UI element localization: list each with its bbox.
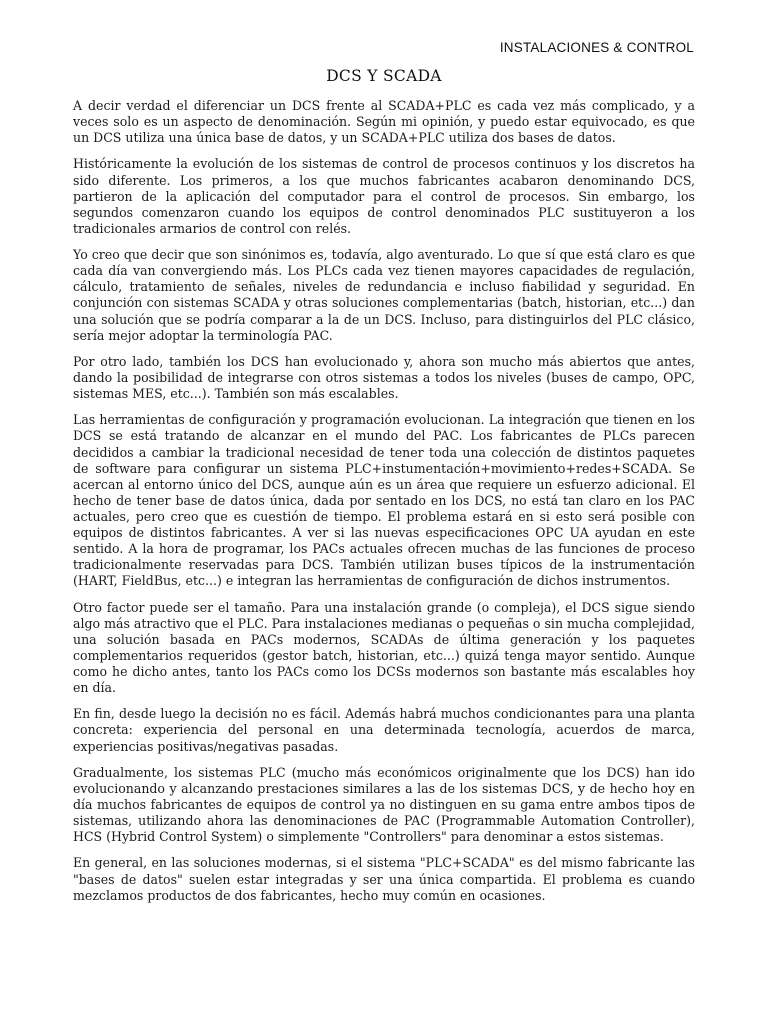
paragraph-5: Las herramientas de configuración y programación evolucionan. La integración que tienen en los DCS se está tratando de alcanzar en el mundo del PAC. Los fabricantes de PLCs parecen decididos a cambiar la tradicional necesidad de tener toda una colección de distintos paquetes de software para configurar un sistema PLC+instumentación+movimiento+redes+SCADA. Se acercan al entorno único del DCS, aunque aún es un área que requiere un esfuerzo adicional. El hecho de tener base de datos única, dada por sentado en los DCS, no está tan claro en los PAC actuales, pero creo que es cuestión de tiempo. El problema estará en si esto será posible con equipos de distintos fabricantes. A ver si las nuevas especificaciones OPC UA ayudan en este sentido. A la hora de programar, los PACs actuales ofrecen muchas de las funciones de proceso tradicionalmente reservadas para DCS. También utilizan buses típicos de la instrumentación (HART, FieldBus, etc...) e integran las herramientas de configuración de dichos instrumentos. [73, 412, 695, 589]
paragraph-3: Yo creo que decir que son sinónimos es, todavía, algo aventurado. Lo que sí que está claro es que cada día van convergiendo más. Los PLCs cada vez tienen mayores capacidades de regulación, cálculo, tratamiento de señales, niveles de redundancia e incluso fiabilidad y seguridad. En conjunción con sistemas SCADA y otras soluciones complementarias (batch, historian, etc...) dan una solución que se podría comparar a la de un DCS. Incluso, para distinguirlos del PLC clásico, sería mejor adoptar la terminología PAC. [73, 247, 695, 343]
paragraph-7: En fin, desde luego la decisión no es fácil. Además habrá muchos condicionantes para una planta concreta: experiencia del personal en una determinada tecnología, acuerdos de marca, experiencias positivas/negativas pasadas. [73, 706, 695, 754]
paragraph-8: Gradualmente, los sistemas PLC (mucho más económicos originalmente que los DCS) han ido evolucionando y alcanzando prestaciones similares a las de los sistemas DCS, y de hecho hoy en día muchos fabricantes de equipos de control ya no distinguen en su gama entre ambos tipos de sistemas, utilizando ahora las denominaciones de PAC (Programmable Automation Controller), HCS (Hybrid Control System) o simplemente "Controllers" para denominar a estos sistemas. [73, 764, 695, 845]
article-title: DCS Y SCADA [326, 67, 442, 85]
paragraph-2: Históricamente la evolución de los sistemas de control de procesos continuos y los discretos ha sido diferente. Los primeros, a los que muchos fabricantes acabaron denominando DCS, partieron de la aplicación del computador para el control de procesos. Sin embargo, los segundos comenzaron cuando los equipos de control denominados PLC sustituyeron a los tradicionales armarios de control con relés. [73, 156, 695, 236]
paragraph-1: A decir verdad el diferenciar un DCS frente al SCADA+PLC es cada vez más complicado, y a veces solo es un aspecto de denominación. Según mi opinión, y puedo estar equivocado, es que un DCS utiliza una única base de datos, y un SCADA+PLC utiliza dos bases de datos. [73, 98, 695, 146]
paragraph-4: Por otro lado, también los DCS han evolucionado y, ahora son mucho más abiertos que antes, dando la posibilidad de integrarse con otros sistemas a todos los niveles (buses de campo, OPC, sistemas MES, etc...). También son más escalables. [73, 353, 695, 402]
paragraph-9: En general, en las soluciones modernas, si el sistema "PLC+SCADA" es del mismo fabricante las "bases de datos" suelen estar integradas y ser una única compartida. El problema es cuando mezclamos productos de dos fabricantes, hecho muy común en ocasiones. [73, 855, 695, 903]
article-body [73, 98, 695, 914]
running-header: INSTALACIONES & CONTROL [499, 40, 694, 55]
paragraph-6: Otro factor puede ser el tamaño. Para una instalación grande (o compleja), el DCS sigue siendo algo más atractivo que el PLC. Para instalaciones medianas o pequeñas o sin mucha complejidad, una solución basada en PACs modernos, SCADAs de última generación y los paquetes complementarios requeridos (gestor batch, historian, etc...) quizá tenga mayor sentido. Aunque como he dicho antes, tanto los PACs como los DCSs modernos son bastante más escalables hoy en día. [73, 599, 695, 696]
